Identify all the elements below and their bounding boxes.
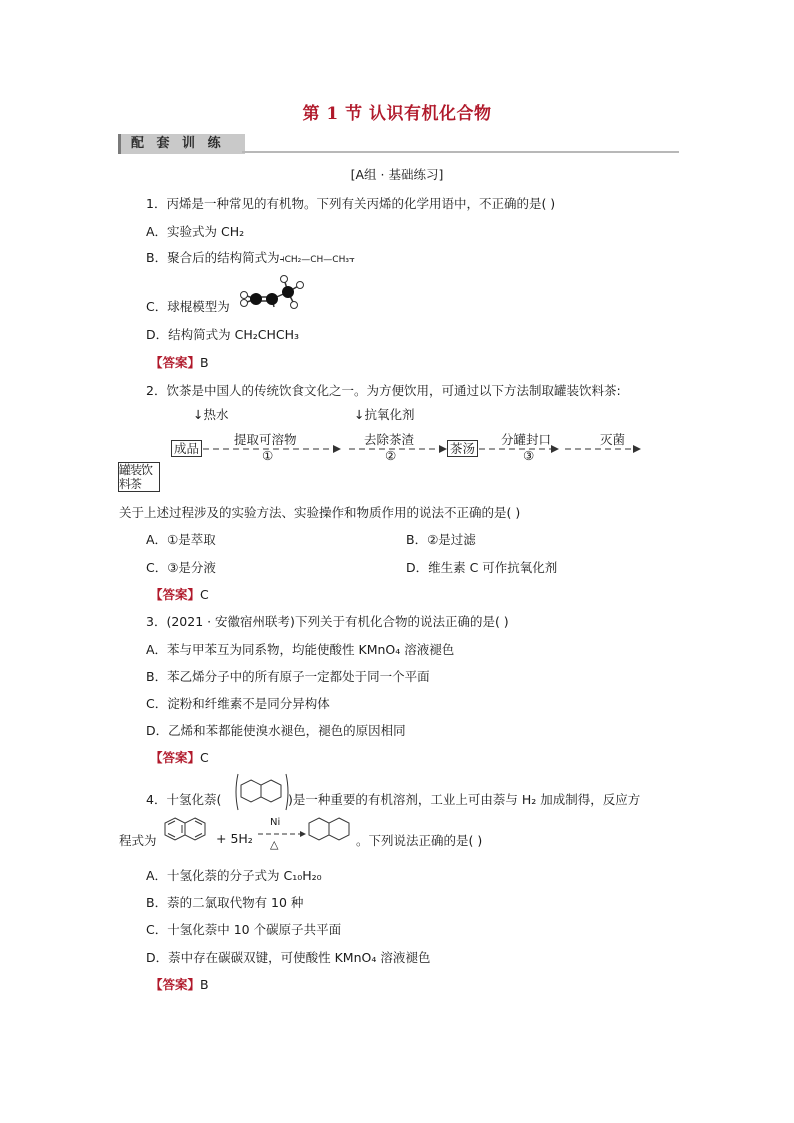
q3-option-c: C．淀粉和纤维素不是同分异构体 — [146, 696, 330, 711]
q2-stem: 2．饮茶是中国人的传统饮食文化之一。为方便饮用，可通过以下方法制取罐装饮料茶: — [146, 383, 621, 398]
decalin-structure-icon — [234, 772, 290, 812]
q2-option-c: C．③是分液 — [146, 560, 216, 575]
ball-and-stick-model-icon — [230, 272, 310, 314]
q1-option-d: D．结构简式为 CH₂CHCH₃ — [146, 327, 300, 342]
answer-label: 【答案】 — [150, 587, 201, 602]
q4-option-b: B．萘的二氯取代物有 10 种 — [146, 895, 304, 910]
q3-stem: 3．(2021 · 安徽宿州联考)下列关于有机化合物的说法正确的是( ) — [146, 614, 509, 629]
flow-step2-num: ② — [385, 448, 397, 463]
decalin-product-icon — [306, 815, 354, 845]
q4-option-a: A．十氢化萘的分子式为 C₁₀H₂₀ — [146, 868, 322, 883]
q1-option-b-label: B．聚合后的结构简式为 — [146, 250, 280, 265]
flow-step1-num: ① — [262, 448, 274, 463]
q4-stem-post: )是一种重要的有机溶剂，工业上可由萘与 H₂ 加成制得，反应方 — [288, 792, 641, 807]
flow-step3: 分罐封口 — [501, 432, 552, 447]
q4-eq-post: 。下列说法正确的是( ) — [356, 833, 483, 848]
q4-answer — [150, 975, 209, 993]
answer-value: C — [200, 587, 209, 602]
flow-hot-water: ↓热水 — [193, 407, 229, 422]
q1-option-c: C．球棍模型为 — [146, 299, 230, 314]
answer-label: 【答案】 — [150, 355, 201, 370]
q3-option-d: D．乙烯和苯都能使溴水褪色，褪色的原因相同 — [146, 723, 406, 738]
q1-option-b — [146, 248, 355, 266]
q2-option-a: A．①是萃取 — [146, 532, 216, 547]
q4-eq-pre: 程式为 — [119, 833, 157, 848]
flow-step2: 去除茶渣 — [364, 432, 415, 447]
flow-step3-num: ③ — [523, 448, 535, 463]
flow-antioxidant: ↓抗氧化剂 — [354, 407, 415, 422]
q4-option-d: D．萘中存在碳碳双键，可使酸性 KMnO₄ 溶液褪色 — [146, 950, 431, 965]
flow-mid-box: 茶汤 — [447, 440, 478, 457]
q2-prompt: 关于上述过程涉及的实验方法、实验操作和物质作用的说法不正确的是( ) — [119, 505, 521, 520]
reaction-arrow-icon — [258, 830, 308, 838]
q1-answer — [150, 353, 209, 371]
group-heading: [A组 · 基础练习] — [350, 167, 444, 182]
answer-value: C — [200, 750, 209, 765]
answer-value: B — [200, 355, 209, 370]
header-rule — [242, 151, 679, 153]
q2-option-d: D．维生素 C 可作抗氧化剂 — [406, 560, 558, 575]
answer-label: 【答案】 — [150, 977, 201, 992]
answer-value: B — [200, 977, 209, 992]
polymer-bracket-left: ⫞ — [279, 254, 285, 265]
flow-end-box: 罐装饮料茶 — [118, 462, 160, 492]
q4-eq-h2: + 5H₂ — [216, 831, 253, 846]
q1-option-a: A．实验式为 CH₂ — [146, 224, 245, 239]
q4-option-c: C．十氢化萘中 10 个碳原子共平面 — [146, 922, 342, 937]
q4-heat: △ — [270, 838, 279, 851]
q1-stem: 1．丙烯是一种常见的有机物。下列有关丙烯的化学用语中，不正确的是( ) — [146, 196, 556, 211]
q2-option-b: B．②是过滤 — [406, 532, 476, 547]
polymer-bracket-right: ⫟ — [348, 254, 356, 265]
banner-label: 配 套 训 练 — [131, 136, 225, 151]
q3-answer — [150, 748, 209, 766]
q4-catalyst: Ni — [270, 817, 281, 828]
q1-option-b-formula: CH₂—CH—CH₃ — [284, 255, 349, 265]
page-title: 第 1 节 认识有机化合物 — [302, 104, 492, 124]
flow-step4: 灭菌 — [600, 432, 626, 447]
q3-option-b: B．苯乙烯分子中的所有原子一定都处于同一个平面 — [146, 669, 430, 684]
q3-option-a: A．苯与甲苯互为同系物，均能使酸性 KMnO₄ 溶液褪色 — [146, 642, 455, 657]
answer-label: 【答案】 — [150, 750, 201, 765]
section-banner — [118, 134, 245, 154]
flow-step1: 提取可溶物 — [234, 432, 297, 447]
q4-stem-pre: 4．十氢化萘( — [146, 792, 222, 807]
naphthalene-structure-icon — [162, 815, 210, 845]
q2-answer — [150, 585, 209, 603]
flow-start-box: 成品 — [171, 440, 202, 457]
